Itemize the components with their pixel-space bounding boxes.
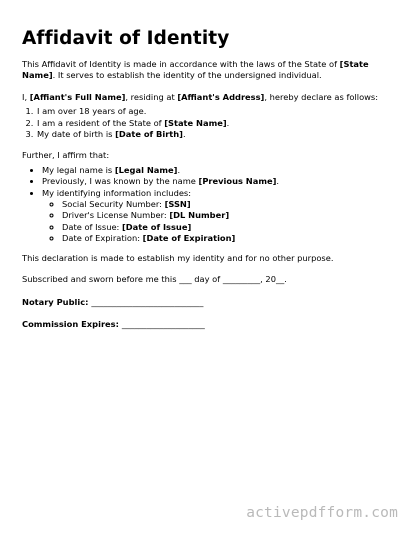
identifier-label: Date of Expiration:: [62, 233, 143, 244]
affirmation-item: [42, 176, 394, 187]
affirmation-placeholder: [Legal Name]: [114, 164, 178, 175]
fact-placeholder: [Date of Birth]: [115, 129, 183, 140]
sworn-statement: Subscribed and sworn before me this ___ day of _________, 20__.: [22, 274, 287, 285]
purpose-statement: This declaration is made to establish my identity and for no other purpose.: [22, 252, 334, 263]
intro-text-1: This Affidavit of Identity is made in accordance with the laws of the State of: [22, 59, 340, 69]
affirmation-item: [42, 165, 394, 176]
declaration-text-3: , hereby declare as follows:: [264, 91, 379, 102]
intro-state-placeholder: [State Name]: [22, 59, 369, 81]
identifier-item: [62, 222, 394, 233]
fact-placeholder: [State Name]: [164, 117, 227, 128]
declaration-text-1: I,: [22, 91, 30, 102]
fact-text: My date of birth is: [37, 129, 116, 140]
identifier-placeholder: [Date of Expiration]: [142, 233, 236, 244]
affirmations-list: [22, 165, 394, 245]
identifier-label: Date of Issue:: [62, 221, 122, 232]
fact-text: I am over 18 years of age.: [37, 106, 147, 117]
affirmation-end: .: [177, 164, 181, 175]
fact-end: .: [226, 117, 230, 128]
identifier-item: [62, 210, 394, 221]
fact-item: [36, 106, 394, 117]
affidavit-document: [22, 28, 394, 330]
affirmation-end: .: [276, 176, 280, 187]
commission-expiry-line: [22, 319, 394, 330]
fact-end: .: [182, 129, 186, 140]
document-title: Affidavit of Identity: [22, 28, 230, 49]
affirmation-placeholder: [Previous Name]: [198, 176, 277, 187]
affirmation-item: [42, 188, 394, 245]
affiant-name-placeholder: [Affiant's Full Name]: [29, 91, 126, 102]
affirmation-text: My identifying information includes:: [42, 187, 192, 198]
notary-label: Notary Public:: [22, 296, 89, 307]
declaration-text-2: , residing at: [125, 91, 178, 102]
fact-item: [36, 129, 394, 140]
fact-item: [36, 118, 394, 129]
identifier-item: [62, 199, 394, 210]
identifiers-list: [42, 199, 394, 245]
identifier-placeholder: [DL Number]: [169, 210, 230, 221]
affirmation-text: Previously, I was known by the name: [42, 176, 199, 187]
identifier-placeholder: [Date of Issue]: [122, 221, 192, 232]
identifier-item: [62, 233, 394, 244]
affiant-address-placeholder: [Affiant's Address]: [177, 91, 265, 102]
identifier-placeholder: [SSN]: [164, 199, 191, 210]
identifier-label: Driver's License Number:: [62, 210, 170, 221]
affirmation-text: My legal name is: [42, 164, 115, 175]
commission-blank: ____________________: [121, 318, 205, 329]
watermark-text: activepdfform.com: [246, 505, 398, 521]
facts-list: [22, 106, 394, 140]
intro-paragraph: [22, 59, 394, 82]
notary-signature-line: [22, 297, 394, 308]
identifier-label: Social Security Number:: [62, 199, 165, 210]
intro-text-2: . It serves to establish the identity of the undersigned individual.: [52, 70, 322, 81]
declaration-paragraph: [22, 92, 394, 103]
fact-text: I am a resident of the State of: [37, 117, 165, 128]
notary-blank: ___________________________: [91, 296, 204, 307]
commission-label: Commission Expires:: [22, 318, 119, 329]
further-heading: Further, I affirm that:: [22, 150, 110, 161]
